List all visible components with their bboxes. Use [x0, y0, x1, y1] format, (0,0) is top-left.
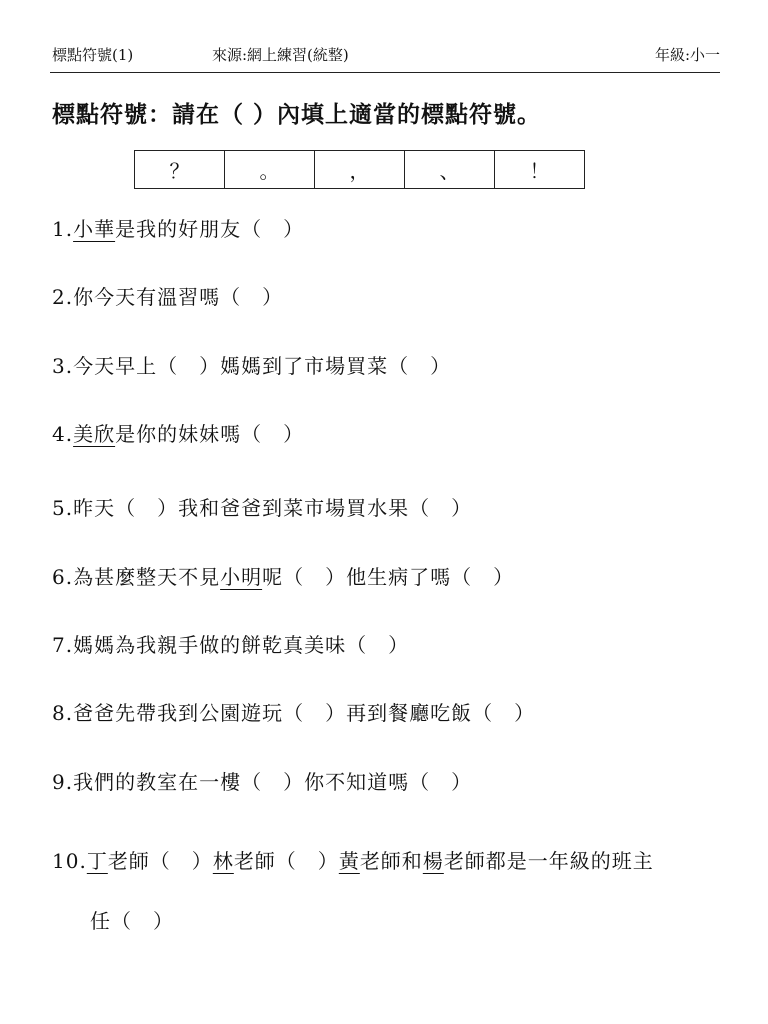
worksheet-title-header: 標點符號(1)	[52, 46, 134, 64]
proper-noun-underlined: 黃	[338, 849, 360, 873]
question-7	[52, 629, 409, 658]
proper-noun-underlined: 小華	[73, 217, 116, 241]
question-number: 2.	[52, 285, 74, 309]
question-6	[52, 561, 514, 590]
question-text: 是你的妹妹嗎（ ）	[115, 422, 305, 446]
question-text: 為甚麼整天不見	[73, 565, 221, 589]
question-number: 4.	[52, 422, 74, 446]
punctuation-option: ？	[135, 151, 225, 189]
proper-noun-underlined: 林	[212, 849, 234, 873]
punctuation-options-table	[134, 150, 585, 189]
question-text: 媽媽為我親手做的餅乾真美味（ ）	[73, 633, 410, 657]
question-text: 爸爸先帶我到公園遊玩（ ）再到餐廳吃飯（ ）	[73, 701, 536, 725]
grade-label: 年級:小一	[654, 46, 720, 64]
page-header	[50, 38, 720, 73]
question-number: 9.	[52, 770, 74, 794]
question-10	[52, 845, 654, 874]
question-2	[52, 281, 283, 310]
question-text: 你今天有溫習嗎（ ）	[73, 285, 284, 309]
question-number: 3.	[52, 354, 74, 378]
proper-noun-underlined: 丁	[86, 849, 108, 873]
question-4	[52, 418, 304, 447]
punctuation-option: ，	[315, 151, 405, 189]
punctuation-option: 、	[405, 151, 495, 189]
proper-noun-underlined: 小明	[220, 565, 263, 589]
question-9	[52, 766, 472, 795]
question-number: 1.	[52, 217, 74, 241]
question-text: 是我的好朋友（ ）	[115, 217, 305, 241]
instruction-title: 標點符號：請在（ ）內填上適當的標點符號。	[52, 101, 542, 128]
question-text: 老師（ ）	[233, 849, 339, 873]
punctuation-option: ！	[495, 151, 585, 189]
source-label: 來源:網上練習(統整)	[212, 46, 349, 64]
question-number: 7.	[52, 633, 74, 657]
question-10-continuation: 任（ ）	[90, 909, 174, 933]
proper-noun-underlined: 美欣	[73, 422, 116, 446]
question-text: 老師（ ）	[107, 849, 213, 873]
question-3	[52, 350, 451, 379]
proper-noun-underlined: 楊	[422, 849, 444, 873]
question-text: 我們的教室在一樓（ ）你不知道嗎（ ）	[73, 770, 473, 794]
question-text: 老師和	[359, 849, 423, 873]
question-5	[52, 492, 472, 521]
punctuation-option: 。	[225, 151, 315, 189]
question-number: 10.	[52, 849, 87, 873]
question-text: 昨天（ ）我和爸爸到菜市場買水果（ ）	[73, 496, 473, 520]
question-number: 8.	[52, 701, 74, 725]
question-text: 今天早上（ ）媽媽到了市場買菜（ ）	[73, 354, 452, 378]
question-text: 呢（ ）他生病了嗎（ ）	[262, 565, 515, 589]
question-8	[52, 697, 535, 726]
question-number: 6.	[52, 565, 74, 589]
question-text: 老師都是一年級的班主	[443, 849, 654, 873]
question-1	[52, 213, 304, 242]
question-number: 5.	[52, 496, 74, 520]
